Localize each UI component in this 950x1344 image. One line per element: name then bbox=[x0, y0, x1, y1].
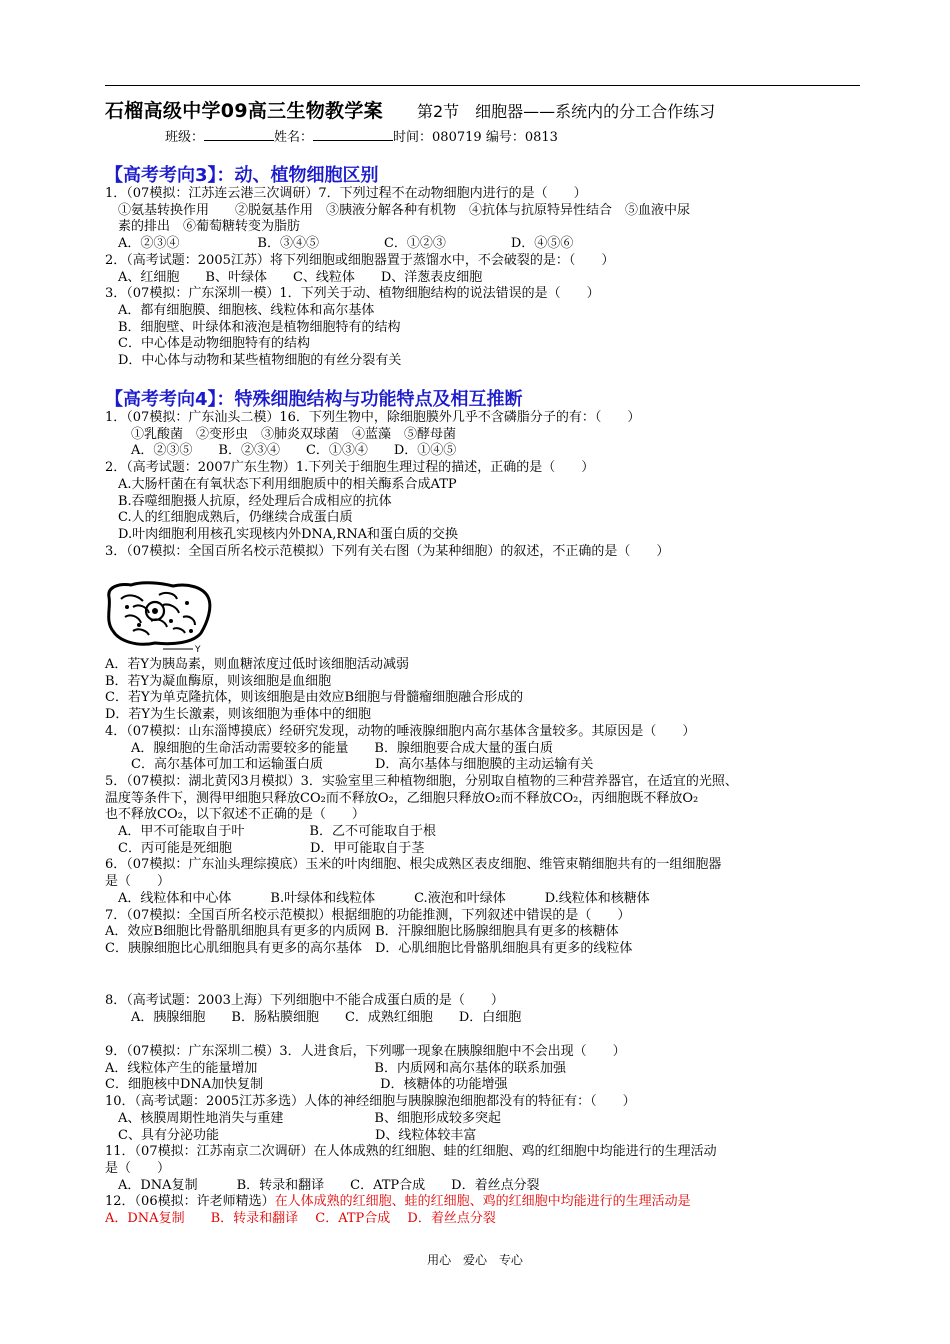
text-line: A.大肠杆菌在有氧状态下利用细胞质中的相关酶系合成ATP bbox=[105, 476, 457, 492]
text-line: A、核膜周期性地消失与重建 B、细胞形成较多突起 bbox=[105, 1110, 501, 1126]
text-line: D．中心体与动物和某些植物细胞的有丝分裂有关 bbox=[105, 353, 402, 369]
text-line: 9．（07模拟：广东深圳二模）3．人进食后，下列哪一现象在胰腺细胞中不会出现（ ） bbox=[105, 1044, 626, 1059]
text-line: B.吞噬细胞摄人抗原，经处理后合成相应的抗体 bbox=[105, 493, 392, 509]
text-line: 6．（07模拟：广东汕头理综摸底）玉米的叶肉细胞、根尖成熟区表皮细胞、维管束鞘细胞共有的一组细胞器 bbox=[105, 857, 722, 873]
text-line: C．细胞核中DNA加快复制 D．核糖体的功能增强 bbox=[105, 1077, 508, 1093]
school-title: 石榴高级中学09高三生物教学案 bbox=[105, 100, 383, 122]
text-line: A．②③④ B．③④⑤ C．①②③ D．④⑤⑥ bbox=[105, 236, 574, 252]
text-line: C．高尔基体可加工和运输蛋白质 D．高尔基体与细胞膜的主动运输有关 bbox=[105, 757, 594, 773]
text-line: 是（ ） bbox=[105, 874, 171, 890]
class-label: 班级： bbox=[165, 130, 205, 145]
text-line: C．若Y为单克隆抗体，则该细胞是由效应B细胞与骨髓瘤细胞融合形成的 bbox=[105, 690, 524, 706]
text-line: A．DNA复制 B．转录和翻译 C．ATP合成 D．着丝点分裂 bbox=[105, 1177, 540, 1193]
section-4-questions-b bbox=[105, 657, 865, 958]
text-line: 2．（高考试题：2005江苏）将下列细胞或细胞器置于蒸馏水中，不会破裂的是：（ ） bbox=[105, 252, 615, 268]
figure-label-y: Y bbox=[195, 645, 201, 655]
section-4-questions-d bbox=[105, 1044, 865, 1228]
text-line: A．线粒体产生的能量增加 B．内质网和高尔基体的联系加强 bbox=[105, 1060, 566, 1076]
text-line: C.人的红细胞成熟后，仍继续合成蛋白质 bbox=[105, 510, 353, 526]
text-line: C．胰腺细胞比心肌细胞具有更多的高尔基体 D．心肌细胞比骨骼肌细胞具有更多的线粒体 bbox=[105, 940, 633, 956]
section-4-questions-c bbox=[105, 993, 865, 1026]
text-line: ①氨基转换作用 ②脱氨基作用 ③胰液分解各种有机物 ④抗体与抗原特异性结合 ⑤血液中尿 bbox=[105, 202, 691, 218]
document-header bbox=[105, 96, 715, 123]
question-12-options: A．DNA复制 B．转录和翻译 C．ATP合成 D．着丝点分裂 bbox=[105, 1211, 496, 1227]
section-3-questions bbox=[105, 186, 865, 370]
text-line: 10．（高考试题：2005江苏多选）人体的神经细胞与胰腺腺泡细胞都没有的特征有：（ ） bbox=[105, 1094, 636, 1110]
time-label: 时间：080719 bbox=[393, 130, 482, 145]
text-line: 5．（07模拟：湖北黄冈3月模拟）3．实验室里三种植物细胞，分别取自植物的三种营养器官，在适宜的光照、 bbox=[105, 773, 738, 789]
text-line: 素的排出 ⑥葡萄糖转变为脂肪 bbox=[105, 219, 301, 235]
text-line: 11．（07模拟：江苏南京二次调研）在人体成熟的红细胞、蛙的红细胞、鸡的红细胞中均能进行的生理活动 bbox=[105, 1144, 717, 1160]
text-line: A．线粒体和中心体 B.叶绿体和线粒体 C.液泡和叶绿体 D.线粒体和核糖体 bbox=[105, 890, 650, 906]
text-line: A．胰腺细胞 B．肠粘膜细胞 C．成熟红细胞 D．白细胞 bbox=[105, 1009, 522, 1025]
text-line: 2．（高考试题：2007广东生物）1.下列关于细胞生理过程的描述，正确的是（ ） bbox=[105, 460, 595, 476]
question-12-line bbox=[105, 1194, 865, 1211]
text-line: 也不释放CO₂，以下叙述不正确的是（ ） bbox=[105, 807, 365, 823]
text-line: D．若Y为生长激素，则该细胞为垂体中的细胞 bbox=[105, 707, 372, 723]
text-line: ①乳酸菌 ②变形虫 ③肺炎双球菌 ④蓝藻 ⑤酵母菌 bbox=[105, 426, 457, 442]
page-footer bbox=[0, 1251, 950, 1268]
text-line: B．若Y为凝血酶原，则该细胞是血细胞 bbox=[105, 673, 332, 689]
text-line: 8．（高考试题：2003上海）下列细胞中不能合成蛋白质的是（ ） bbox=[105, 993, 504, 1008]
text-line: B．细胞壁、叶绿体和液泡是植物细胞特有的结构 bbox=[105, 319, 401, 335]
name-label: 姓名： bbox=[274, 130, 314, 145]
text-line: 3．（07模拟：全国百所名校示范模拟）下列有关右图（为某种细胞）的叙述，不正确的是（ ） bbox=[105, 543, 670, 559]
header-rule bbox=[105, 85, 860, 86]
question-12-prefix: 12．（06模拟：许老师精选） bbox=[105, 1194, 275, 1210]
text-line: A．②③⑤ B．②③④ C．①③④ D．①④⑤ bbox=[105, 443, 457, 459]
text-line: A．腺细胞的生命活动需要较多的能量 B．腺细胞要合成大量的蛋白质 bbox=[105, 740, 553, 756]
text-line: C．中心体是动物细胞特有的结构 bbox=[105, 336, 310, 352]
serial-label: 编号：0813 bbox=[485, 130, 558, 145]
text-line: 4．（07模拟：山东淄博摸底）经研究发现，动物的唾液腺细胞内高尔基体含量较多。其原因是（ ） bbox=[105, 723, 696, 739]
question-12-red-text: 在人体成熟的红细胞、蛙的红细胞、鸡的红细胞中均能进行的生理活动是 bbox=[274, 1194, 691, 1210]
text-line: 3．（07模拟：广东深圳一模）1．下列关于动、植物细胞结构的说法错误的是（ ） bbox=[105, 286, 600, 302]
text-line: A、红细胞 B、叶绿体 C、线粒体 D、洋葱表皮细胞 bbox=[105, 269, 483, 285]
section-3-title: 【高考考向3】：动、植物细胞区别 bbox=[105, 165, 379, 186]
text-line: 7．（07模拟：全国百所名校示范模拟）根据细胞的功能推测，下列叙述中错误的是（ ） bbox=[105, 907, 631, 923]
info-line bbox=[165, 126, 558, 145]
footer-word: 专心 bbox=[498, 1253, 523, 1267]
text-line: D.叶肉细胞利用核孔实现核内外DNA,RNA和蛋白质的交换 bbox=[105, 526, 458, 542]
text-line: A．甲不可能取自于叶 B．乙不可能取自于根 bbox=[105, 824, 436, 840]
text-line: C．丙可能是死细胞 D．甲可能取自于茎 bbox=[105, 840, 425, 856]
text-line: A．效应B细胞比骨骼肌细胞具有更多的内质网 B．汗腺细胞比肠腺细胞具有更多的核糖体 bbox=[105, 924, 619, 940]
footer-word: 爱心 bbox=[462, 1253, 487, 1267]
text-line: 温度等条件下，测得甲细胞只释放CO₂而不释放O₂，乙细胞只释放O₂而不释放CO₂，丙细胞既不释放O₂ bbox=[105, 790, 699, 806]
footer-word: 用心 bbox=[427, 1253, 452, 1267]
text-line: A．都有细胞膜、细胞核、线粒体和高尔基体 bbox=[105, 302, 375, 318]
text-line: 1．（07模拟：广东汕头二模）16．下列生物中，除细胞膜外几乎不含磷脂分子的有：（ ） bbox=[105, 410, 641, 425]
text-line: 1．（07模拟：江苏连云港三次调研）7．下列过程不在动物细胞内进行的是（ ） bbox=[105, 186, 587, 201]
class-blank bbox=[204, 128, 274, 141]
name-blank bbox=[313, 128, 393, 141]
section-4-questions-a bbox=[105, 410, 865, 560]
text-line: 是（ ） bbox=[105, 1160, 171, 1176]
chapter-title: 第2节 细胞器——系统内的分工合作练习 bbox=[416, 102, 716, 121]
text-line: C、具有分泌功能 D、线粒体较丰富 bbox=[105, 1127, 477, 1143]
cell-diagram-figure bbox=[103, 577, 215, 655]
section-4-title: 【高考考向4】：特殊细胞结构与功能特点及相互推断 bbox=[105, 389, 523, 410]
text-line: A．若Y为胰岛素，则血糖浓度过低时该细胞活动减弱 bbox=[105, 657, 409, 672]
